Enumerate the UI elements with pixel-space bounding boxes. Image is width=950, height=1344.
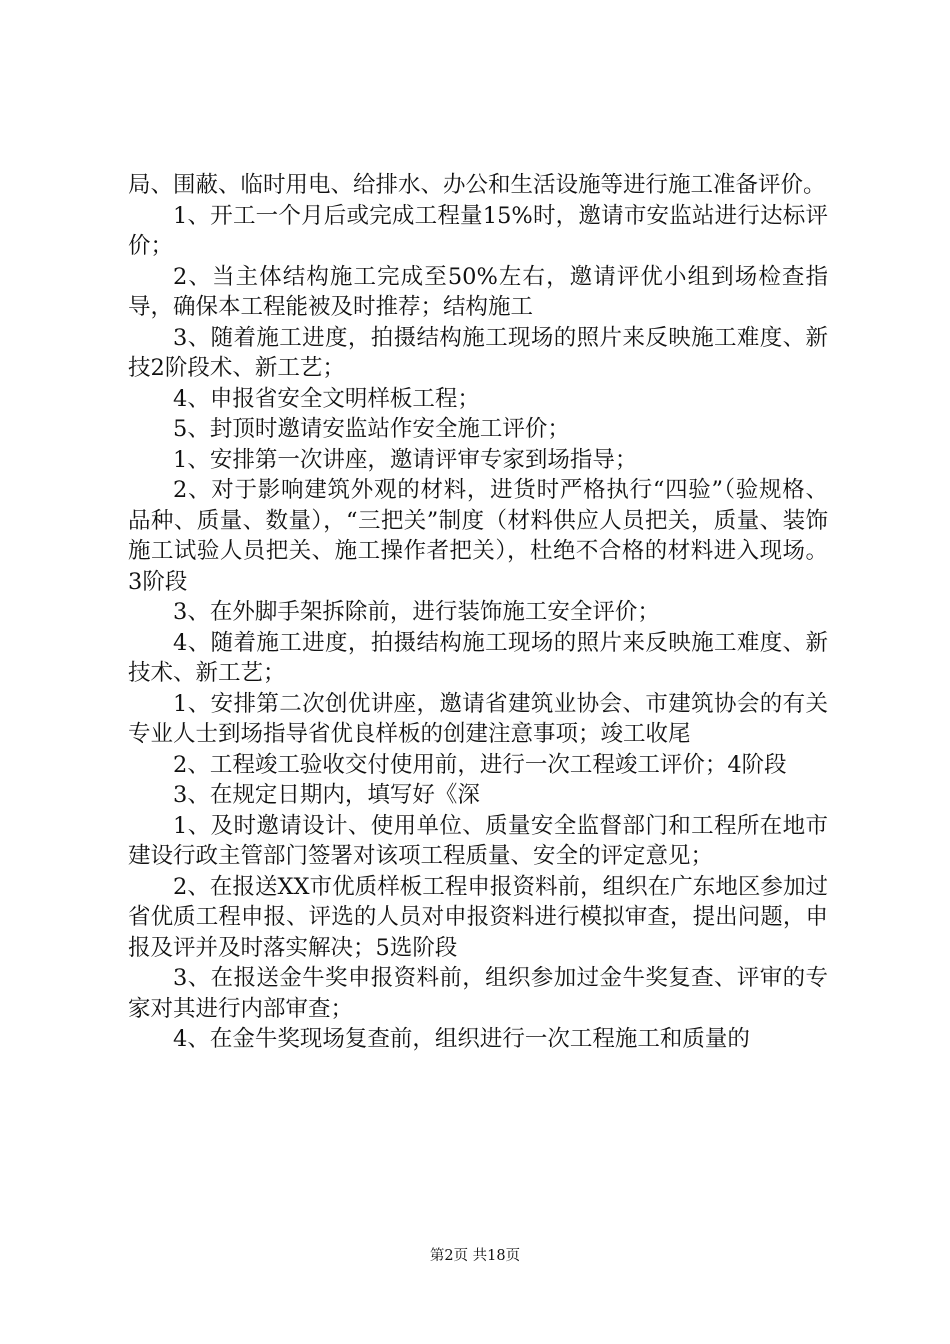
paragraph: 5、封顶时邀请安监站作安全施工评价； bbox=[173, 416, 570, 442]
paragraph: 4、随着施工进度，拍摄结构施工现场的照片来反映施工难度、新技术、新工艺； bbox=[128, 629, 828, 686]
paragraph: 局、围蔽、临时用电、给排水、办公和生活设施等进行施工准备评价。 bbox=[128, 172, 826, 198]
paragraph: 2、工程竣工验收交付使用前，进行一次工程竣工评价；4阶段 bbox=[173, 751, 787, 778]
paragraph: 1、开工一个月后或完成工程量15%时，邀请市安监站进行达标评价； bbox=[128, 202, 828, 259]
paragraph: 1、及时邀请设计、使用单位、质量安全监督部门和工程所在地市建设行政主管部门签署对该项工程质量、安全的评定意见； bbox=[128, 812, 828, 869]
paragraph: 2、在报送XX市优质样板工程申报资料前，组织在广东地区参加过省优质工程申报、评选的人员对申报资料进行模拟审查，提出问题，申报及评并及时落实解决；5选阶段 bbox=[128, 873, 828, 961]
paragraph: 1、安排第一次讲座，邀请评审专家到场指导； bbox=[173, 446, 638, 473]
paragraph: 2、对于影响建筑外观的材料，进货时严格执行“四验”（验规格、品种、质量、数量），“三把关”制度（材料供应人员把关，质量、装饰施工试验人员把关、施工操作者把关），杜绝不合格的材料进入现场。3阶段 bbox=[128, 477, 828, 595]
page-footer: 第2页 共18页 bbox=[429, 1248, 521, 1264]
paragraph: 1、安排第二次创优讲座，邀请省建筑业协会、市建筑协会的有关专业人士到场指导省优良样板的创建注意事项；竣工收尾 bbox=[128, 690, 828, 747]
paragraph: 3、在规定日期内，填写好《深 bbox=[173, 782, 480, 808]
paragraph: 4、在金牛奖现场复查前，组织进行一次工程施工和质量的 bbox=[173, 1026, 750, 1052]
document-body bbox=[128, 170, 828, 1055]
paragraph: 3、随着施工进度，拍摄结构施工现场的照片来反映施工难度、新技2阶段术、新工艺； bbox=[128, 324, 828, 381]
paragraph: 3、在报送金牛奖申报资料前，组织参加过金牛奖复查、评审的专家对其进行内部审查； bbox=[128, 965, 828, 1022]
paragraph: 2、当主体结构施工完成至50%左右，邀请评优小组到场检查指导，确保本工程能被及时推荐；结构施工 bbox=[128, 263, 828, 320]
paragraph: 3、在外脚手架拆除前，进行装饰施工安全评价； bbox=[173, 599, 660, 625]
paragraph: 4、申报省安全文明样板工程； bbox=[173, 385, 480, 412]
